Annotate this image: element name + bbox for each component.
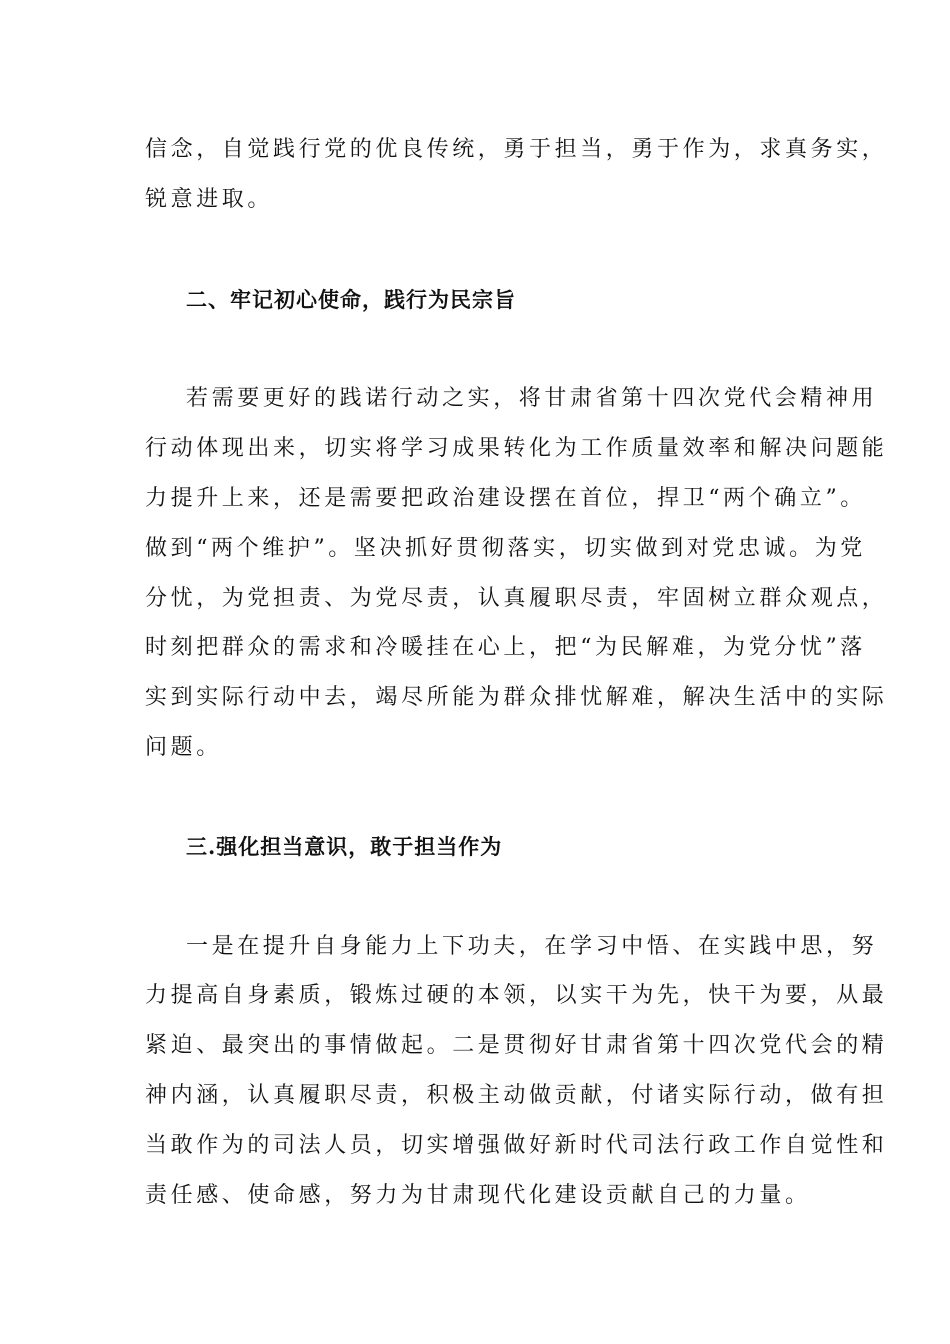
paragraph-line: 一是在提升自身能力上下功夫，在学习中悟、在实践中思，努 (186, 934, 878, 959)
paragraph-line: 力提高自身素质，锻炼过硬的本领，以实干为先，快干为要，从最 (145, 983, 888, 1008)
paragraph-line: 锐意进取。 (145, 187, 274, 212)
paragraph-line: 紧迫、最突出的事情做起。二是贯彻好甘肃省第十四次党代会的精 (145, 1033, 888, 1058)
paragraph-line: 做到“两个维护”。坚决抓好贯彻落实，切实做到对党忠诚。为党 (145, 536, 866, 561)
section-heading-2: 二、牢记初心使命，践行为民宗旨 (186, 287, 516, 312)
paragraph-line: 分忧，为党担责、为党尽责，认真履职尽责，牢固树立群众观点， (145, 586, 888, 611)
paragraph-line: 若需要更好的践诺行动之实，将甘肃省第十四次党代会精神用 (186, 386, 878, 411)
paragraph-line: 神内涵，认真履职尽责，积极主动做贡献，付诸实际行动，做有担 (145, 1083, 888, 1108)
paragraph-line: 信念，自觉践行党的优良传统，勇于担当，勇于作为，求真务实， (145, 137, 888, 162)
paragraph-line: 力提升上来，还是需要把政治建设摆在首位，捍卫“两个确立”。 (145, 486, 866, 511)
paragraph-line: 行动体现出来，切实将学习成果转化为工作质量效率和解决问题能 (145, 436, 888, 461)
paragraph-line: 当敢作为的司法人员，切实增强做好新时代司法行政工作自觉性和 (145, 1133, 888, 1158)
paragraph-line: 实到实际行动中去，竭尽所能为群众排忧解难，解决生活中的实际 (145, 685, 888, 710)
paragraph-line: 责任感、使命感，努力为甘肃现代化建设贡献自己的力量。 (145, 1183, 811, 1208)
paragraph-line: 问题。 (145, 735, 222, 760)
section-heading-3: 三.强化担当意识，敢于担当作为 (186, 834, 503, 859)
paragraph-line: 时刻把群众的需求和冷暖挂在心上，把“为民解难，为党分忧”落 (145, 635, 866, 660)
